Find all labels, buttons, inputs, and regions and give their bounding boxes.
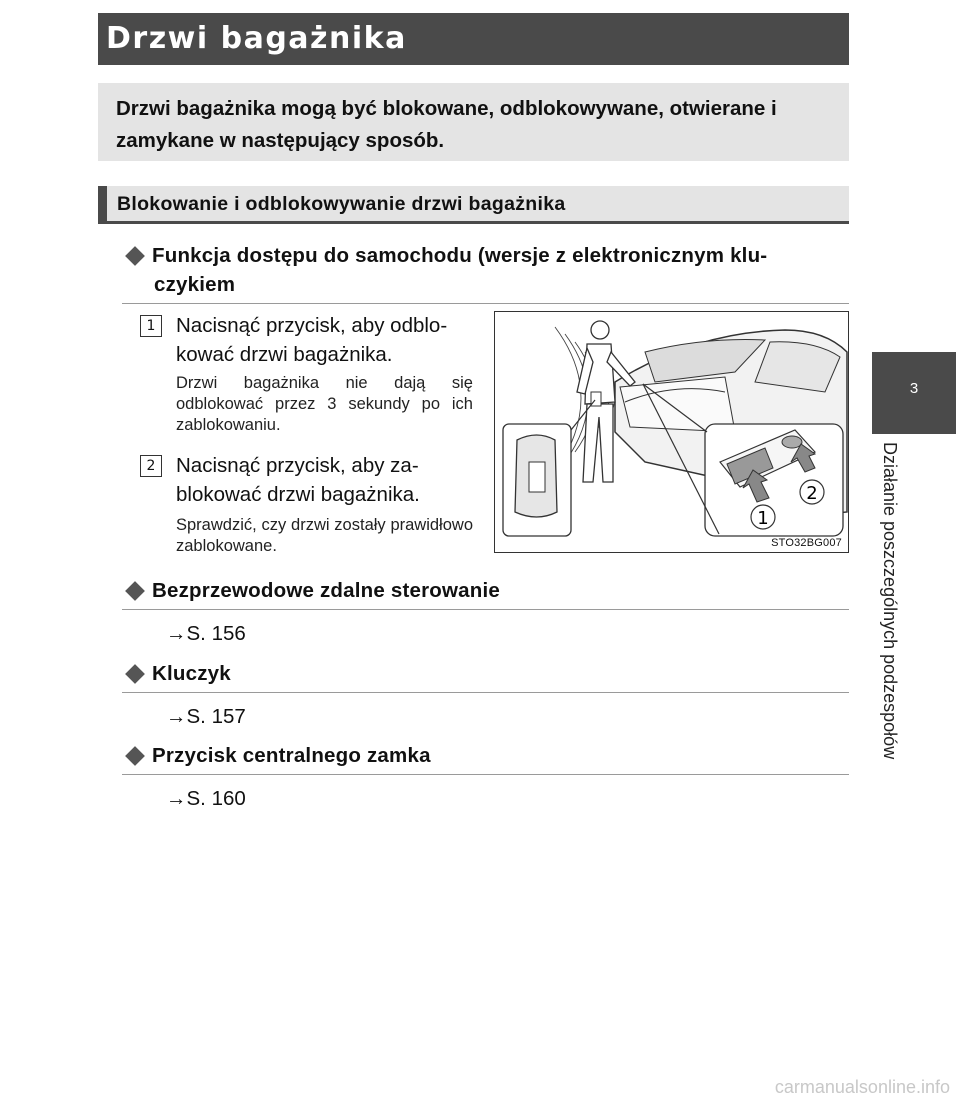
diamond-bullet-icon <box>125 664 145 684</box>
callout-1: 1 <box>757 508 769 529</box>
diamond-bullet-icon <box>125 581 145 601</box>
subheading-wireless-remote <box>122 576 849 610</box>
illustration-code: STO32BG007 <box>771 537 842 549</box>
step-number-1: 1 <box>140 315 162 337</box>
diamond-bullet-icon <box>125 246 145 266</box>
subheading-line2: czykiem <box>154 273 236 296</box>
step-number-2: 2 <box>140 455 162 477</box>
step-2-note: Sprawdzić, czy drzwi zostały prawidłowo zablokowane. <box>176 516 473 555</box>
step-2 <box>140 451 475 509</box>
page-reference: →S. 160 <box>166 787 246 810</box>
subheading-central-lock <box>122 741 849 775</box>
step-2-text: Nacisnąć przycisk, aby za-blokować drzwi bagażnika. <box>176 454 420 506</box>
diamond-bullet-icon <box>125 746 145 766</box>
page-reference: →S. 156 <box>166 622 246 645</box>
subheading-text: Bezprzewodowe zdalne sterowanie <box>152 579 500 602</box>
subheading-line1: Funkcja dostępu do samochodu (wersje z elektronicznym klu- <box>152 244 768 267</box>
page-reference: →S. 157 <box>166 705 246 728</box>
section-heading: Blokowanie i odblokowywanie drzwi bagażnika <box>98 186 849 224</box>
callout-2: 2 <box>806 483 818 504</box>
page-title: Drzwi bagażnika <box>98 13 849 65</box>
step-1 <box>140 311 475 369</box>
chapter-tab: 3 <box>872 352 956 434</box>
step-1-text: Nacisnąć przycisk, aby odblo-kować drzwi bagażnika. <box>176 314 448 366</box>
illustration-drawing <box>495 312 848 552</box>
illustration-trunk-unlock <box>494 311 849 553</box>
subheading-smart-key <box>122 241 849 304</box>
watermark: carmanualsonline.info <box>774 1077 950 1097</box>
subheading-text: Kluczyk <box>152 662 231 685</box>
intro-box: Drzwi bagażnika mogą być blokowane, odblokowywane, otwierane i zamykane w następujący sposób. <box>98 83 849 161</box>
subheading-text: Przycisk centralnego zamka <box>152 744 431 767</box>
subheading-key <box>122 659 849 693</box>
step-1-note: Drzwi bagażnika nie dają się odblokować przez 3 sekundy po ich zablokowaniu. <box>176 374 473 434</box>
chapter-title: Działanie poszczególnych podzespołów <box>880 442 900 760</box>
